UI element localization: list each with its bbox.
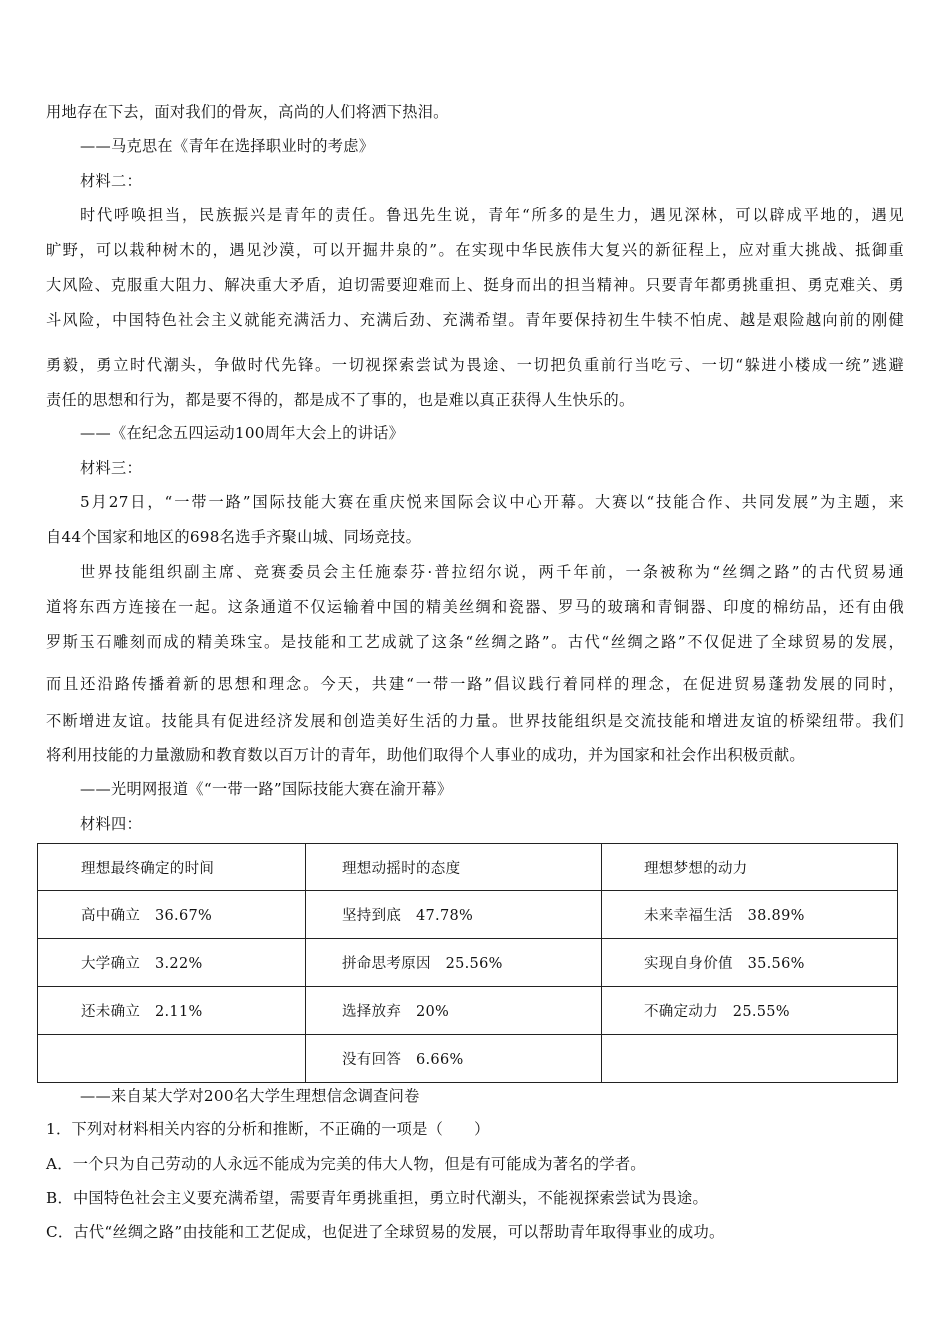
paragraph-line: 大风险、克服重大阻力、解决重大矛盾，迫切需要迎难而上、挺身而出的担当精神。只要青年都勇挑重担、勇克难关、勇 (46, 276, 904, 294)
question-option-b: B．中国特色社会主义要充满希望，需要青年勇挑重担，勇立时代潮头，不能视探索尝试为畏途。 (46, 1189, 708, 1207)
table-header-row (38, 844, 898, 891)
question-option-a: A．一个只为自己劳动的人永远不能成为完美的伟大人物，但是有可能成为著名的学者。 (46, 1155, 646, 1173)
table-cell: 大学确立 3.22% (38, 939, 306, 987)
table-cell: 实现自身价值 35.56% (602, 939, 898, 987)
paragraph-line: 5月27日，“一带一路”国际技能大赛在重庆悦来国际会议中心开幕。大赛以“技能合作、共同发展”为主题，来 (80, 493, 904, 511)
text-line: 用地存在下去，面对我们的骨灰，高尚的人们将洒下热泪。 (46, 103, 449, 121)
table-row (38, 939, 898, 987)
paragraph-line: 不断增进友谊。技能具有促进经济发展和创造美好生活的力量。世界技能组织是交流技能和增进友谊的桥梁纽带。我们 (46, 712, 904, 730)
section-label: 材料四： (80, 815, 142, 833)
table-cell: 未来幸福生活 38.89% (602, 891, 898, 939)
section-label: 材料二： (80, 172, 142, 190)
paragraph-line: 自44个国家和地区的698名选手齐聚山城、同场竞技。 (46, 528, 422, 546)
survey-table (37, 843, 898, 1083)
table-cell: 没有回答 6.66% (306, 1035, 602, 1083)
question-option-c: C．古代“丝绸之路”由技能和工艺促成，也促进了全球贸易的发展，可以帮助青年取得事业的成功。 (46, 1223, 725, 1241)
paragraph-line: 责任的思想和行为，都是要不得的，都是成不了事的，也是难以真正获得人生快乐的。 (46, 391, 635, 409)
paragraph-line: 将利用技能的力量激励和教育数以百万计的青年，助他们取得个人事业的成功，并为国家和社会作出积极贡献。 (46, 746, 805, 764)
paragraph-line: 旷野，可以栽种树木的，遇见沙漠，可以开掘井泉的”。在实现中华民族伟大复兴的新征程上，应对重大挑战、抵御重 (46, 241, 904, 259)
source-citation: ——《在纪念五四运动100周年大会上的讲话》 (80, 424, 405, 442)
table-row (38, 891, 898, 939)
table-header-cell: 理想动摇时的态度 (306, 844, 602, 891)
table-cell: 坚持到底 47.78% (306, 891, 602, 939)
table-cell: 还未确立 2.11% (38, 987, 306, 1035)
table-cell: 高中确立 36.67% (38, 891, 306, 939)
question-stem: 1．下列对材料相关内容的分析和推断，不正确的一项是（ ） (46, 1120, 490, 1138)
paragraph-line: 时代呼唤担当，民族振兴是青年的责任。鲁迅先生说，青年“所多的是生力，遇见深林，可以辟成平地的，遇见 (80, 206, 904, 224)
table-cell (602, 1035, 898, 1083)
table-cell: 不确定动力 25.55% (602, 987, 898, 1035)
source-citation: ——马克思在《青年在选择职业时的考虑》 (80, 137, 375, 155)
table-row (38, 1035, 898, 1083)
section-label: 材料三： (80, 459, 142, 477)
table-header-cell: 理想梦想的动力 (602, 844, 898, 891)
paragraph-line: 罗斯玉石雕刻而成的精美珠宝。是技能和工艺成就了这条“丝绸之路”。古代“丝绸之路”不仅促进了全球贸易的发展， (46, 633, 904, 651)
table-row (38, 987, 898, 1035)
paragraph-line: 斗风险，中国特色社会主义就能充满活力、充满后劲、充满希望。青年要保持初生牛犊不怕虎、越是艰险越向前的刚健 (46, 311, 904, 329)
table-header-cell: 理想最终确定的时间 (38, 844, 306, 891)
paragraph-line: 而且还沿路传播着新的思想和理念。今天，共建“一带一路”倡议践行着同样的理念，在促进贸易蓬勃发展的同时， (46, 675, 904, 693)
paragraph-line: 世界技能组织副主席、竞赛委员会主任施泰芬·普拉绍尔说，两千年前，一条被称为“丝绸之路”的古代贸易通 (80, 563, 904, 581)
table-cell (38, 1035, 306, 1083)
table-cell: 拼命思考原因 25.56% (306, 939, 602, 987)
paragraph-line: 勇毅，勇立时代潮头，争做时代先锋。一切视探索尝试为畏途、一切把负重前行当吃亏、一切“躲进小楼成一统”逃避 (46, 356, 904, 374)
table-cell: 选择放弃 20% (306, 987, 602, 1035)
source-citation: ——来自某大学对200名大学生理想信念调查问卷 (80, 1087, 420, 1105)
source-citation: ——光明网报道《“一带一路”国际技能大赛在渝开幕》 (80, 780, 453, 798)
paragraph-line: 道将东西方连接在一起。这条通道不仅运输着中国的精美丝绸和瓷器、罗马的玻璃和青铜器、印度的棉纺品，还有由俄 (46, 598, 904, 616)
